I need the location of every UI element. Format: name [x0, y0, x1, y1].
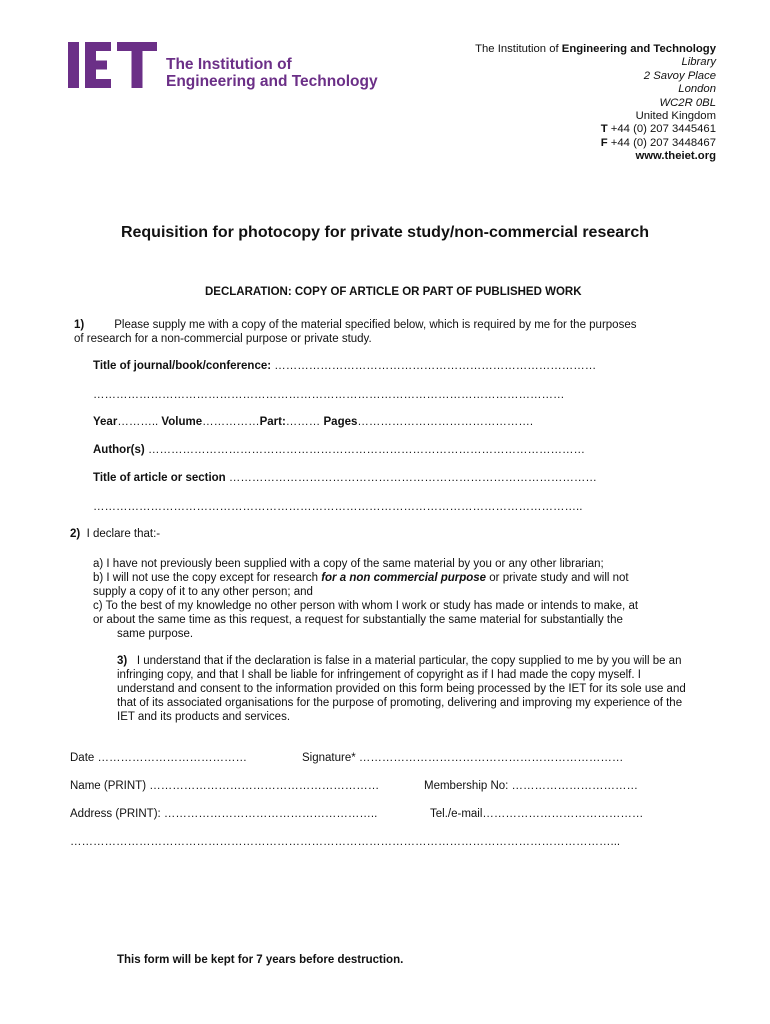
clause-c-line2: or about the same time as this request, a request for substantially the same material for substantially the — [93, 614, 623, 626]
address-library: Library — [681, 56, 716, 69]
authors-field[interactable] — [93, 444, 585, 456]
retention-notice: This form will be kept for 7 years before destruction. — [117, 954, 404, 966]
address-fax — [475, 137, 716, 150]
address-org-prefix: The Institution of — [475, 43, 562, 55]
address-city: London — [678, 83, 716, 96]
clause-c-line1: c) To the best of my knowledge no other person with whom I work or study has made or intends to make, at — [93, 600, 639, 612]
journal-title-dots: ………………………………………………………………………… — [271, 360, 597, 372]
journal-title-label: Title of journal/book/conference: — [93, 360, 272, 372]
clause-b-emphasis: for a non commercial purpose — [321, 572, 487, 584]
name-field[interactable]: Name (PRINT) …………………………………………………… — [70, 780, 380, 792]
volume-label: Volume — [161, 416, 203, 428]
clause-b-pre: b) I will not use the copy except for research — [93, 572, 322, 584]
clause-b-post: or private study and will not — [486, 572, 629, 584]
section1-number: 1) — [74, 319, 85, 331]
logo-wordmark — [166, 56, 378, 90]
address-street: 2 Savoy Place — [643, 69, 716, 82]
section2-number: 2) — [70, 528, 81, 540]
section2-clauses — [93, 557, 753, 641]
clause-a: a) I have not previously been supplied with a copy of the same material by you or any other librarian; — [93, 558, 604, 570]
declaration-heading: DECLARATION: COPY OF ARTICLE OR PART OF PUBLISHED WORK — [205, 286, 582, 298]
address-field[interactable]: Address (PRINT): ……………………………………………….. — [70, 808, 378, 820]
clause-b — [93, 571, 753, 585]
journal-title-continuation[interactable]: …………………………………………………………………………………………………………… — [93, 389, 565, 401]
pages-label: Pages — [323, 416, 358, 428]
section3-text — [117, 654, 767, 724]
address-org — [475, 43, 716, 56]
fax-label: F — [600, 136, 608, 149]
address-block — [475, 43, 716, 164]
article-title-dots: …………………………………………………………………………………… — [225, 472, 597, 484]
address-continuation-field[interactable]: ……………………………………………………………………………………………………………………………... — [70, 836, 621, 848]
year-label: Year — [93, 416, 118, 428]
volume-dots: …………… — [202, 416, 260, 428]
section1-line1: Please supply me with a copy of the material specified below, which is required by me for the purposes — [114, 319, 637, 331]
section3-line5: IET and its products and services. — [117, 711, 291, 723]
section2-intro-text: I declare that:- — [86, 528, 161, 540]
address-telephone — [475, 123, 716, 136]
section3-line4: that of its associated organisations for the purpose of promoting, delivering and improving my experience of the — [117, 697, 683, 709]
address-postcode: WC2R 0BL — [659, 96, 716, 109]
page-title: Requisition for photocopy for private study/non-commercial research — [120, 224, 650, 241]
tel-email-field[interactable]: Tel./e-mail…………………………………… — [430, 808, 644, 820]
fax-number: +44 (0) 207 3448467 — [607, 136, 716, 149]
address-org-bold: Engineering and Technology — [561, 43, 716, 55]
journal-title-field[interactable] — [93, 360, 596, 372]
part-dots: ……… — [285, 416, 324, 428]
section3-line3: understand and consent to the information provided on this form being processed by the IET for its sole use and — [117, 683, 686, 695]
date-field[interactable]: Date ………………………………… — [70, 752, 247, 764]
part-label: Part: — [259, 416, 286, 428]
article-title-continuation[interactable]: ……………………………………………………………………………………………………………….. — [93, 501, 583, 513]
address-website[interactable]: www.theiet.org — [635, 150, 716, 163]
iet-logo-icon — [68, 42, 160, 88]
article-title-label: Title of article or section — [93, 472, 226, 484]
clause-b-line2: supply a copy of it to any other person; and — [93, 586, 313, 598]
tel-number: +44 (0) 207 3445461 — [607, 123, 716, 136]
section2-intro — [70, 528, 160, 540]
section3-line2: infringing copy, and that I shall be liable for infringement of copyright as if I had made the copy myself. I — [117, 669, 641, 681]
address-country: United Kingdom — [635, 110, 716, 123]
section1-text — [74, 318, 636, 346]
section3-number: 3) — [117, 655, 128, 667]
authors-label: Author(s) — [93, 444, 145, 456]
signature-field[interactable]: Signature* …………………………………………………………… — [302, 752, 624, 764]
section3-line1: I understand that if the declaration is false in a material particular, the copy supplied to me by you will be an — [136, 655, 682, 667]
pages-dots: ………………………………………. — [357, 416, 534, 428]
article-title-field[interactable] — [93, 472, 597, 484]
tel-label: T — [600, 123, 608, 136]
clause-c-line3: same purpose. — [117, 628, 194, 640]
year-dots: ……….. — [117, 416, 162, 428]
authors-dots: …………………………………………………………………………………………………… — [144, 444, 585, 456]
year-volume-part-pages-row[interactable] — [93, 416, 533, 428]
membership-field[interactable]: Membership No: …………………………… — [424, 780, 639, 792]
logo-name-line1: The Institution of — [166, 56, 292, 73]
section1-line2: of research for a non-commercial purpose or private study. — [74, 333, 372, 345]
logo-name-line2: Engineering and Technology — [166, 73, 378, 90]
